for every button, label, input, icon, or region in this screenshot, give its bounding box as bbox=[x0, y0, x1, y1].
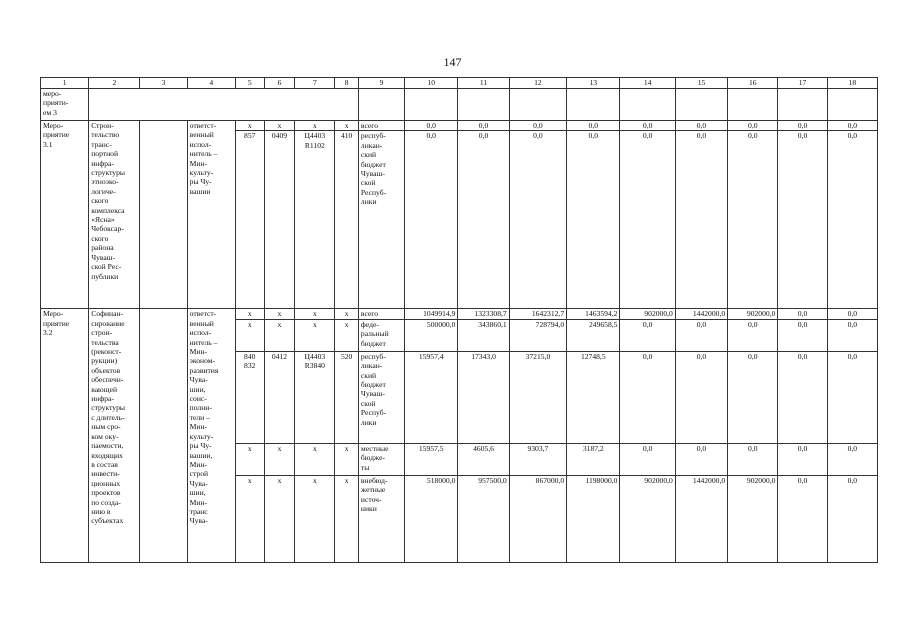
header-cell: 10 bbox=[405, 78, 458, 89]
page-number: 147 bbox=[443, 55, 462, 69]
code-cell: x bbox=[295, 475, 335, 562]
value-cell: 0,0 bbox=[405, 131, 458, 309]
value-cell: 0,0 bbox=[675, 351, 727, 443]
code-cell: x bbox=[335, 319, 359, 351]
value-cell: 0,0 bbox=[827, 309, 877, 319]
value-cell: 17343,0 bbox=[458, 351, 509, 443]
code-cell: x bbox=[335, 309, 359, 319]
value-cell: 0,0 bbox=[778, 309, 827, 319]
measure-cell: Меро- приятие 3.1 bbox=[41, 121, 89, 309]
value-cell: 0,0 bbox=[567, 131, 620, 309]
header-cell: 11 bbox=[458, 78, 509, 89]
executor-cell: ответст- венный испол- нитель – Мин- эконом- развития Чува- шии, соис- полни- тели – Мин- культу- ры Чу- вашии, Мин- строй Чува- шии, Мин- транс Чува- bbox=[187, 309, 235, 562]
code-cell: x bbox=[235, 319, 264, 351]
code-cell: x bbox=[295, 443, 335, 475]
value-cell: 0,0 bbox=[827, 131, 877, 309]
measure-cell: меро- прияти- ем 3 bbox=[41, 89, 89, 121]
value-cell: 249658,5 bbox=[567, 319, 620, 351]
code-cell: 840 832 bbox=[235, 351, 264, 443]
value-cell: 1642312,7 bbox=[509, 309, 566, 319]
code-cell: 857 bbox=[235, 131, 264, 309]
value-cell: 0,0 bbox=[509, 121, 566, 131]
table-row bbox=[41, 121, 878, 131]
value-cell: 1442000,0 bbox=[675, 309, 727, 319]
value-cell: 902000,0 bbox=[620, 475, 675, 562]
value-cell: 0,0 bbox=[827, 475, 877, 562]
value-cell: 0,0 bbox=[620, 121, 675, 131]
code-cell: x bbox=[235, 475, 264, 562]
code-cell: x bbox=[264, 443, 295, 475]
code-cell: x bbox=[335, 121, 359, 131]
source-cell: всего bbox=[358, 309, 404, 319]
value-cell: 0,0 bbox=[620, 443, 675, 475]
header-cell: 5 bbox=[235, 78, 264, 89]
header-cell: 15 bbox=[675, 78, 727, 89]
value-cell: 518000,0 bbox=[405, 475, 458, 562]
value-cell: 0,0 bbox=[778, 351, 827, 443]
header-cell: 12 bbox=[509, 78, 566, 89]
header-cell: 9 bbox=[358, 78, 404, 89]
value-cell: 1049914,9 bbox=[405, 309, 458, 319]
value-cell: 0,0 bbox=[405, 121, 458, 131]
value-cell: 0,0 bbox=[458, 131, 509, 309]
value-cell: 15957,5 bbox=[405, 443, 458, 475]
code-cell: 0412 bbox=[264, 351, 295, 443]
code-cell: 0409 bbox=[264, 131, 295, 309]
value-cell: 9303,7 bbox=[509, 443, 566, 475]
code-cell: x bbox=[335, 475, 359, 562]
source-cell: внебюд- жетные источ- ники bbox=[358, 475, 404, 562]
code-cell: x bbox=[264, 121, 295, 131]
header-row bbox=[41, 78, 878, 89]
value-cell: 0,0 bbox=[778, 475, 827, 562]
value-cell: 0,0 bbox=[728, 443, 778, 475]
code-cell: x bbox=[295, 319, 335, 351]
value-cell: 0,0 bbox=[827, 121, 877, 131]
value-cell: 1442000,0 bbox=[675, 475, 727, 562]
source-cell: респуб- ликан- ский бюджет Чуваш- ской Респуб- лики bbox=[358, 351, 404, 443]
value-cell: 0,0 bbox=[675, 443, 727, 475]
code-cell: 520 bbox=[335, 351, 359, 443]
value-cell: 0,0 bbox=[675, 121, 727, 131]
measure-description: Софинан- сирование строи- тельства (реконст- рукции) объектов обеспечи- вающей инфра- структуры с длитель- ным сро- ком оку- паемости, входящих в состав инвести- ционных проектов по созда- нию в субъектах bbox=[89, 309, 140, 562]
header-cell: 2 bbox=[89, 78, 140, 89]
code-cell: x bbox=[295, 309, 335, 319]
header-cell: 18 bbox=[827, 78, 877, 89]
value-cell: 0,0 bbox=[827, 351, 877, 443]
code-cell: x bbox=[235, 309, 264, 319]
value-cell: 0,0 bbox=[728, 131, 778, 309]
value-cell: 0,0 bbox=[620, 319, 675, 351]
value-cell: 1323308,7 bbox=[458, 309, 509, 319]
value-cell: 0,0 bbox=[509, 131, 566, 309]
value-cell: 15957,4 bbox=[405, 351, 458, 443]
value-cell: 500000,0 bbox=[405, 319, 458, 351]
table-row bbox=[41, 89, 878, 121]
value-cell: 0,0 bbox=[620, 131, 675, 309]
header-cell: 4 bbox=[187, 78, 235, 89]
value-cell: 12748,5 bbox=[567, 351, 620, 443]
value-cell: 4605,6 bbox=[458, 443, 509, 475]
header-cell: 6 bbox=[264, 78, 295, 89]
value-cell: 1198000,0 bbox=[567, 475, 620, 562]
header-cell: 14 bbox=[620, 78, 675, 89]
value-cell: 902000,0 bbox=[620, 309, 675, 319]
value-cell: 0,0 bbox=[778, 443, 827, 475]
code-cell: x bbox=[295, 121, 335, 131]
source-cell: респуб- ликан- ский бюджет Чуваш- ской Респуб- лики bbox=[358, 131, 404, 309]
header-cell: 16 bbox=[728, 78, 778, 89]
value-cell: 867000,0 bbox=[509, 475, 566, 562]
code-cell: 410 bbox=[335, 131, 359, 309]
value-cell: 902000,0 bbox=[728, 475, 778, 562]
measure-description: Строи- тельство транс- портной инфра- структуры этноэко- логиче- ского комплекса «Ясна» Чебоксар- ского района Чуваш- ской Рес- публики bbox=[89, 121, 140, 309]
header-cell: 8 bbox=[335, 78, 359, 89]
code-cell: Ц4403 R3840 bbox=[295, 351, 335, 443]
code-cell: x bbox=[264, 309, 295, 319]
measure-cell: Меро- приятие 3.2 bbox=[41, 309, 89, 562]
table-row bbox=[41, 309, 878, 319]
value-cell: 0,0 bbox=[728, 319, 778, 351]
value-cell: 0,0 bbox=[778, 121, 827, 131]
code-cell: x bbox=[235, 121, 264, 131]
value-cell: 0,0 bbox=[827, 319, 877, 351]
value-cell: 0,0 bbox=[567, 121, 620, 131]
budget-table bbox=[40, 77, 878, 563]
value-cell: 0,0 bbox=[675, 131, 727, 309]
header-cell: 7 bbox=[295, 78, 335, 89]
value-cell: 0,0 bbox=[728, 121, 778, 131]
code-cell: x bbox=[264, 319, 295, 351]
value-cell: 957500,0 bbox=[458, 475, 509, 562]
code-cell: x bbox=[264, 475, 295, 562]
value-cell: 728794,0 bbox=[509, 319, 566, 351]
value-cell: 0,0 bbox=[827, 443, 877, 475]
value-cell: 0,0 bbox=[620, 351, 675, 443]
header-cell: 1 bbox=[41, 78, 89, 89]
value-cell: 0,0 bbox=[675, 319, 727, 351]
value-cell: 3187,2 bbox=[567, 443, 620, 475]
source-cell: феде- ральный бюджет bbox=[358, 319, 404, 351]
source-cell: местные бюдже- ты bbox=[358, 443, 404, 475]
value-cell: 0,0 bbox=[778, 131, 827, 309]
value-cell: 1463594,2 bbox=[567, 309, 620, 319]
value-cell: 343860,1 bbox=[458, 319, 509, 351]
value-cell: 902000,0 bbox=[728, 309, 778, 319]
code-cell: x bbox=[335, 443, 359, 475]
value-cell: 37215,0 bbox=[509, 351, 566, 443]
value-cell: 0,0 bbox=[728, 351, 778, 443]
header-cell: 17 bbox=[778, 78, 827, 89]
code-cell: x bbox=[235, 443, 264, 475]
code-cell: Ц4403 R1102 bbox=[295, 131, 335, 309]
value-cell: 0,0 bbox=[778, 319, 827, 351]
header-cell: 13 bbox=[567, 78, 620, 89]
value-cell: 0,0 bbox=[458, 121, 509, 131]
header-cell: 3 bbox=[140, 78, 187, 89]
executor-cell: ответст- венный испол- нитель – Мин- культу- ры Чу- вашии bbox=[187, 121, 235, 309]
source-cell: всего bbox=[358, 121, 404, 131]
